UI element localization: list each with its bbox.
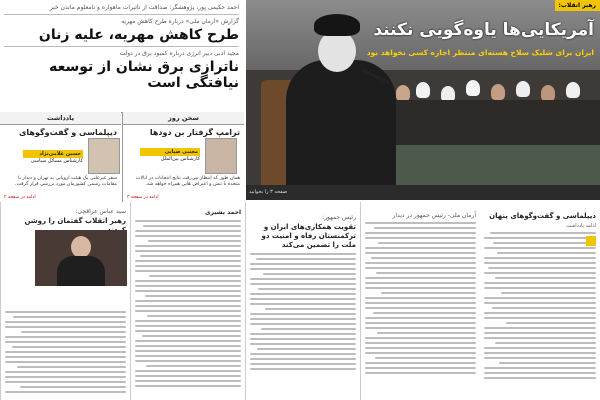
middle-band bbox=[0, 112, 243, 202]
text-line bbox=[135, 235, 241, 237]
text-line bbox=[365, 322, 476, 324]
text-line bbox=[373, 312, 476, 314]
text-line bbox=[135, 280, 241, 282]
text-line bbox=[506, 322, 596, 324]
column-byline: ادامه یادداشت bbox=[566, 223, 596, 229]
hero-title[interactable]: آمریکایی‌ها یاوه‌گویی نکنند bbox=[373, 20, 594, 40]
text-line bbox=[5, 341, 126, 343]
text-line bbox=[484, 237, 596, 239]
text-line bbox=[250, 303, 356, 305]
text-line bbox=[143, 225, 241, 227]
text-line bbox=[377, 332, 476, 334]
text-line bbox=[495, 277, 596, 279]
text-line bbox=[5, 371, 126, 373]
text-line bbox=[484, 272, 596, 274]
text-line bbox=[250, 283, 356, 285]
text-line bbox=[147, 315, 241, 317]
crowd-person bbox=[566, 82, 580, 98]
text-line bbox=[484, 377, 596, 379]
text-line bbox=[250, 338, 356, 340]
divider bbox=[4, 14, 239, 15]
text-line bbox=[142, 335, 241, 337]
text-line bbox=[365, 277, 476, 279]
text-line bbox=[497, 252, 596, 254]
text-line bbox=[499, 362, 596, 364]
column-kicker: سید عباس عراقچی: bbox=[75, 208, 126, 215]
column-photo[interactable] bbox=[35, 230, 127, 286]
text-line bbox=[250, 278, 356, 280]
author-role: کارشناس مسائل سیاسی bbox=[30, 158, 83, 164]
text-line bbox=[12, 346, 126, 348]
text-line bbox=[5, 391, 126, 393]
text-line bbox=[5, 336, 126, 338]
text-line bbox=[256, 258, 356, 260]
text-line bbox=[265, 308, 356, 310]
op-ed-left bbox=[0, 112, 121, 202]
column-3 bbox=[245, 202, 360, 400]
text-line bbox=[140, 255, 241, 257]
text-line bbox=[135, 260, 241, 262]
text-line bbox=[250, 318, 356, 320]
text-line bbox=[365, 287, 476, 289]
text-line bbox=[135, 305, 241, 307]
text-line bbox=[484, 357, 596, 359]
text-line bbox=[484, 327, 596, 329]
text-line bbox=[135, 340, 241, 342]
text-line bbox=[488, 267, 596, 269]
column-title[interactable]: رهبر انقلاب گفتمان را روشن bbox=[24, 217, 126, 225]
text-line bbox=[365, 297, 476, 299]
text-line bbox=[250, 293, 356, 295]
text-line bbox=[13, 316, 126, 318]
text-line bbox=[135, 320, 241, 322]
photo-suit bbox=[57, 256, 105, 286]
text-line bbox=[492, 307, 596, 309]
text-line bbox=[5, 356, 126, 358]
text-line bbox=[484, 347, 596, 349]
text-line bbox=[484, 337, 596, 339]
text-line bbox=[365, 307, 476, 309]
author-box bbox=[140, 148, 200, 162]
text-line bbox=[365, 327, 476, 329]
text-line bbox=[484, 262, 596, 264]
text-line bbox=[261, 328, 356, 330]
text-line bbox=[135, 360, 241, 362]
item3-headline[interactable]: ناترازی برق نشان از توسعه نیافتگی است bbox=[49, 59, 239, 91]
text-line bbox=[365, 367, 476, 369]
hero-badge: رهبر انقلاب: bbox=[555, 0, 600, 11]
text-line bbox=[365, 352, 476, 354]
text-line bbox=[135, 355, 241, 357]
author-name: مجتبی ضیایی bbox=[140, 148, 200, 156]
op-ed-headline[interactable]: دیپلماسی و گفت‌وگوهای bbox=[19, 128, 117, 137]
continue-link[interactable]: ادامه در صفحه ۳ bbox=[4, 195, 36, 200]
column-title[interactable]: دیپلماسی و گفت‌وگوهای پنهان bbox=[489, 212, 596, 220]
text-line bbox=[148, 240, 241, 242]
op-ed-body: همان طور که انتظار می‌رفت نتایج انتخابات در ایالات متحده با تنش و اعتراض هایی همراه خواهد شد. bbox=[135, 176, 240, 188]
band-label: یادداشت bbox=[0, 112, 121, 125]
text-line bbox=[493, 242, 596, 244]
text-line bbox=[250, 353, 356, 355]
text-line bbox=[365, 267, 476, 269]
op-ed-right bbox=[122, 112, 244, 202]
text-line bbox=[484, 287, 596, 289]
text-line bbox=[135, 290, 241, 292]
avatar bbox=[88, 138, 120, 174]
avatar bbox=[205, 138, 237, 174]
text-line bbox=[371, 257, 476, 259]
item2-kicker: گزارش «ارمان ملی» درباره طرح کاهش مهریه bbox=[121, 18, 239, 25]
text-line bbox=[135, 370, 241, 372]
text-line bbox=[135, 385, 241, 387]
text-line bbox=[135, 330, 241, 332]
text-line bbox=[5, 321, 126, 323]
item3-kicker: مجید ادبی دبیر انرژی درباره کمبود برق در دولت bbox=[119, 50, 239, 57]
text-line bbox=[145, 295, 241, 297]
text-line bbox=[146, 365, 241, 367]
text-line bbox=[258, 288, 356, 290]
column-1 bbox=[480, 202, 600, 400]
text-line bbox=[135, 375, 241, 377]
text-line bbox=[484, 372, 596, 374]
author-role: کارشناس بین‌الملل bbox=[160, 156, 200, 162]
text-line bbox=[135, 300, 241, 302]
text-line bbox=[484, 312, 596, 314]
text-line bbox=[365, 282, 476, 284]
text-line bbox=[135, 230, 241, 232]
text-line bbox=[135, 270, 241, 272]
text-line bbox=[381, 292, 476, 294]
speaker-robe bbox=[286, 60, 396, 200]
text-line bbox=[484, 297, 596, 299]
author-name: حسین غلامی‌نژاد bbox=[23, 150, 83, 158]
text-line bbox=[365, 362, 476, 364]
text-line bbox=[250, 343, 356, 345]
text-line bbox=[135, 250, 241, 252]
item2-headline[interactable]: طرح کاهش مهریه، علیه زنان bbox=[38, 27, 239, 43]
crowd-person bbox=[541, 85, 555, 101]
text-line bbox=[135, 310, 241, 312]
text-line bbox=[495, 342, 596, 344]
text-line bbox=[484, 317, 596, 319]
text-line bbox=[5, 311, 126, 313]
column-kicker: رئیس جمهور: bbox=[322, 214, 356, 221]
text-line bbox=[250, 363, 356, 365]
text-line bbox=[135, 285, 241, 287]
text-line bbox=[365, 372, 476, 374]
photo-face bbox=[71, 236, 91, 258]
text-line bbox=[135, 220, 241, 222]
column-body bbox=[135, 220, 241, 387]
op-ed-body: سفر غیرعلنی یک هیئت اروپایی به تهران و دیدار با مقامات رسمی کشورمان مورد بررسی قرار گرفت. bbox=[14, 176, 117, 188]
text-line bbox=[250, 358, 356, 360]
crowd-person bbox=[396, 85, 410, 101]
text-line bbox=[250, 253, 356, 255]
column-kicker: آرمان ملی- رئیس جمهور در دیدار bbox=[392, 212, 476, 219]
author-box bbox=[23, 150, 83, 164]
crowd-person bbox=[516, 81, 530, 97]
text-line bbox=[365, 237, 476, 239]
text-line bbox=[5, 326, 126, 328]
text-line bbox=[484, 247, 596, 249]
text-line bbox=[263, 273, 356, 275]
text-line bbox=[5, 376, 126, 378]
text-line bbox=[484, 257, 596, 259]
speaker-turban bbox=[314, 14, 360, 36]
text-line bbox=[374, 227, 476, 229]
text-line bbox=[135, 265, 241, 267]
column-body bbox=[365, 222, 476, 374]
text-line bbox=[365, 317, 476, 319]
text-line bbox=[250, 333, 356, 335]
text-line bbox=[365, 337, 476, 339]
text-line bbox=[365, 302, 476, 304]
text-line bbox=[17, 366, 126, 368]
label-icon bbox=[586, 236, 596, 246]
text-line bbox=[135, 325, 241, 327]
text-line bbox=[375, 357, 476, 359]
column-body bbox=[484, 232, 596, 379]
text-line bbox=[365, 222, 476, 224]
text-line bbox=[484, 282, 596, 284]
text-line bbox=[365, 232, 476, 234]
text-line bbox=[250, 313, 356, 315]
photo-caption: صفحه ۳ را بخوانید bbox=[249, 189, 288, 195]
column-4 bbox=[130, 202, 245, 400]
text-line bbox=[484, 302, 596, 304]
top-left-news bbox=[0, 0, 243, 113]
text-line bbox=[250, 368, 356, 370]
hero-subtitle: ایران برای شلیک سلاح هسته‌ای منتظر اجازه کسی نخواهد بود bbox=[366, 48, 594, 57]
band-label: سخن روز bbox=[123, 112, 244, 125]
text-line bbox=[5, 361, 126, 363]
speaker-face bbox=[318, 30, 356, 72]
text-line bbox=[365, 347, 476, 349]
text-line bbox=[250, 263, 356, 265]
text-line bbox=[250, 268, 356, 270]
text-line bbox=[501, 292, 596, 294]
column-body bbox=[250, 253, 356, 370]
text-line bbox=[257, 348, 356, 350]
text-line bbox=[365, 247, 476, 249]
text-line bbox=[365, 342, 476, 344]
text-line bbox=[484, 367, 596, 369]
continue-link[interactable]: ادامه در صفحه ۳ bbox=[127, 195, 159, 200]
text-line bbox=[376, 272, 476, 274]
text-line bbox=[135, 345, 241, 347]
text-line bbox=[365, 252, 476, 254]
hero-photo[interactable] bbox=[246, 0, 600, 200]
text-line bbox=[484, 332, 596, 334]
text-line bbox=[490, 232, 596, 234]
text-line bbox=[135, 380, 241, 382]
crowd-person bbox=[466, 80, 480, 96]
column-5 bbox=[0, 202, 130, 400]
text-line bbox=[250, 323, 356, 325]
text-line bbox=[365, 262, 476, 264]
column-title[interactable]: تقویت همکاری‌های ایران و ترکمنستان رفاه و امنیت دو ملت را تضمین می‌کند bbox=[261, 223, 356, 249]
op-ed-headline[interactable]: ترامپ گرفتار بن دودها bbox=[149, 128, 240, 137]
crowd-person bbox=[416, 82, 430, 98]
hero-bottom-strip bbox=[246, 185, 600, 200]
text-line bbox=[5, 351, 126, 353]
text-line bbox=[149, 275, 241, 277]
column-title[interactable]: احمد بشیری bbox=[205, 209, 241, 216]
text-line bbox=[135, 245, 241, 247]
text-line bbox=[378, 242, 476, 244]
crowd-person bbox=[491, 84, 505, 100]
text-line bbox=[20, 386, 126, 388]
column-2 bbox=[360, 202, 480, 400]
text-line bbox=[21, 331, 126, 333]
crowd-uniforms bbox=[396, 145, 600, 185]
divider bbox=[4, 46, 239, 47]
text-line bbox=[5, 381, 126, 383]
item1-kicker: احمد حکیمی پور، پژوهشگر: صداقت از تاثیرات ماهواره و نامعلوم ماندن خبر bbox=[49, 4, 239, 11]
text-line bbox=[250, 298, 356, 300]
text-line bbox=[135, 350, 241, 352]
column-body bbox=[5, 311, 126, 393]
text-line bbox=[484, 352, 596, 354]
